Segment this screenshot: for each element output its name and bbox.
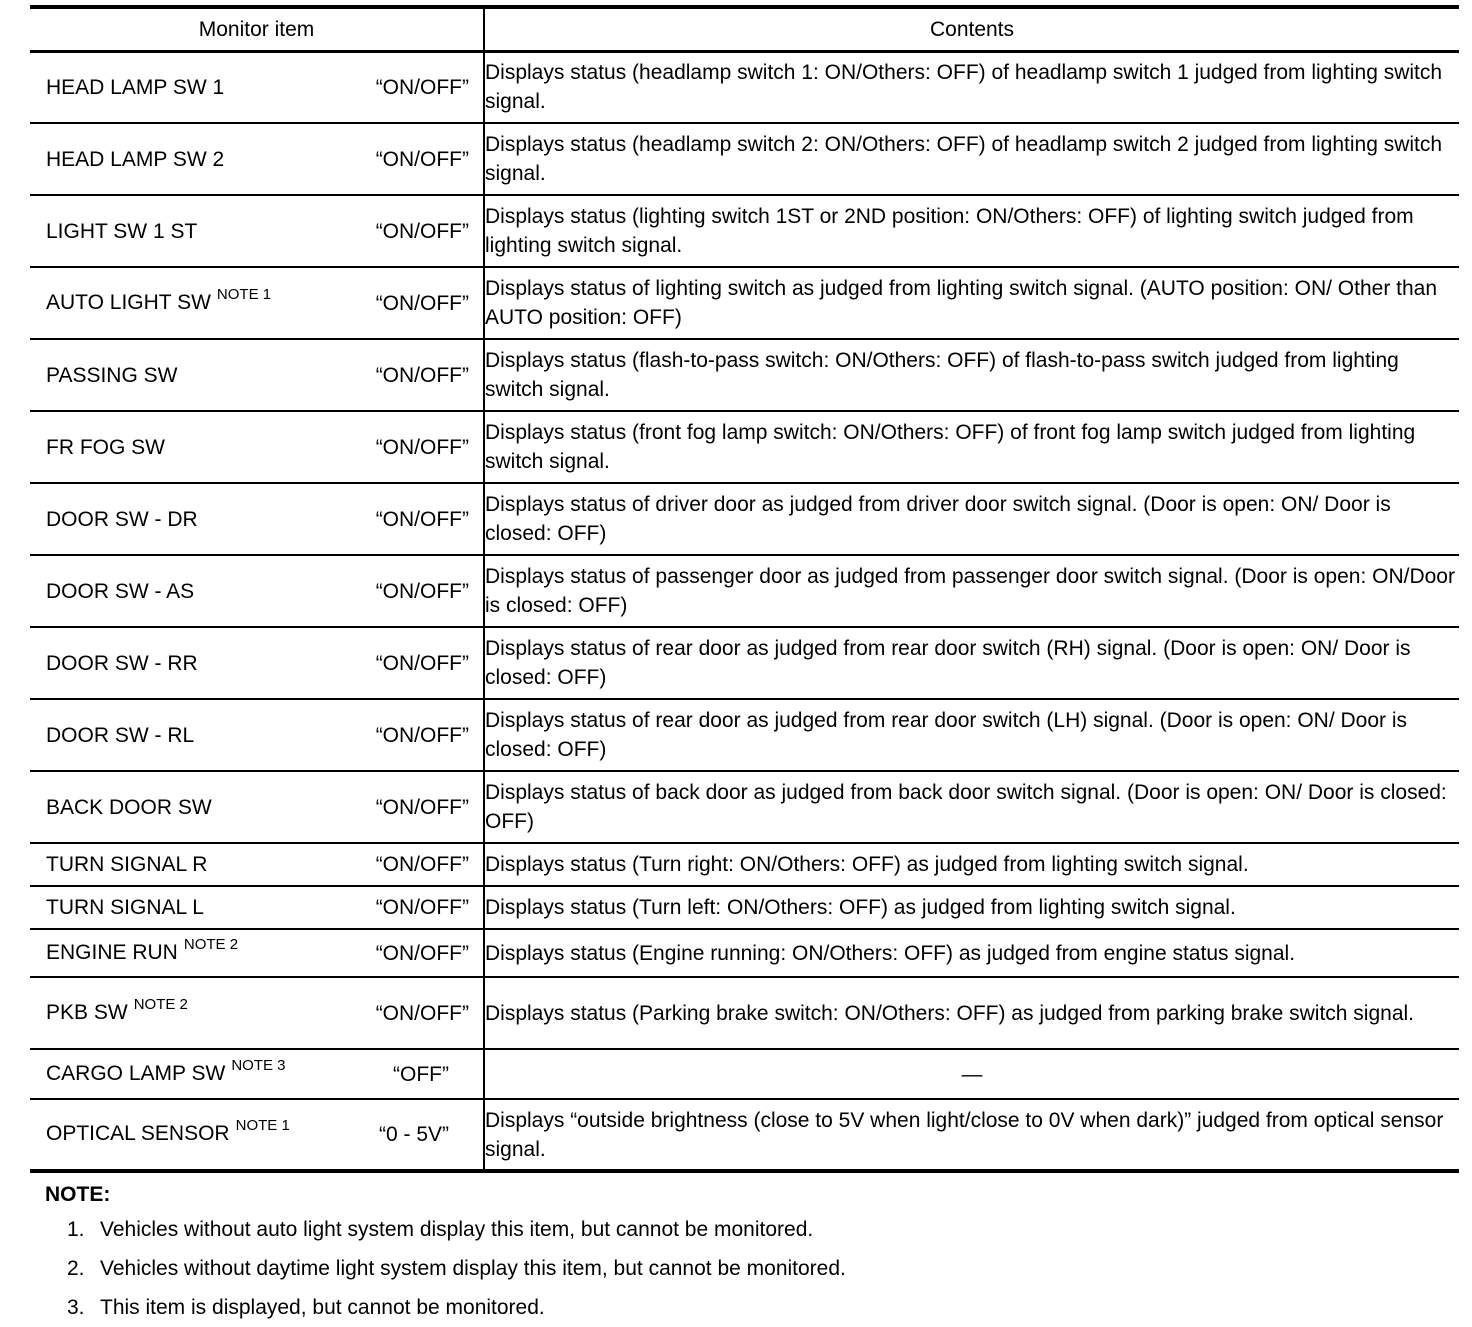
item-name-text: PASSING SW xyxy=(46,363,178,387)
table-row xyxy=(30,123,1459,195)
item-name-text: DOOR SW - RR xyxy=(46,651,198,675)
item-name xyxy=(46,1056,286,1090)
note-item xyxy=(67,1210,1459,1249)
contents-cell: Displays status (Turn right: ON/Others: OFF) as judged from lighting switch signal. xyxy=(484,843,1459,886)
item-name xyxy=(46,285,272,319)
contents-cell: Displays status (lighting switch 1ST or 2ND position: ON/Others: OFF) of lighting switch judged from lighting switch signal. xyxy=(484,195,1459,267)
table-row xyxy=(30,977,1459,1049)
table-row xyxy=(30,555,1459,627)
contents-cell: Displays status (Parking brake switch: ON/Others: OFF) as judged from parking brake switch signal. xyxy=(484,977,1459,1049)
note-number: 3. xyxy=(67,1296,85,1319)
table-row xyxy=(30,771,1459,843)
item-name xyxy=(46,217,197,246)
table-row xyxy=(30,1099,1459,1171)
item-value: “ON/OFF” xyxy=(375,435,469,459)
monitor-item-cell xyxy=(30,929,484,977)
monitor-item-cell xyxy=(30,1099,484,1171)
table-row xyxy=(30,267,1459,339)
item-name xyxy=(46,73,224,102)
table-header-row xyxy=(30,7,1459,51)
note-text: Vehicles without auto light system display this item, but cannot be monitored. xyxy=(100,1218,814,1241)
item-value: “ON/OFF” xyxy=(375,219,469,243)
contents-cell: Displays status of passenger door as judged from passenger door switch signal. (Door is open: ON/Door is closed: OFF) xyxy=(484,555,1459,627)
monitor-item-cell xyxy=(30,771,484,843)
monitor-item-cell xyxy=(30,977,484,1049)
notes-section xyxy=(30,1180,1459,1327)
header-contents: Contents xyxy=(484,7,1459,51)
note-ref: NOTE 2 xyxy=(183,935,239,953)
item-name-text: ENGINE RUN xyxy=(46,940,178,964)
note-number: 1. xyxy=(67,1218,85,1241)
note-number: 2. xyxy=(67,1257,85,1280)
item-name xyxy=(46,721,194,750)
monitor-item-cell xyxy=(30,195,484,267)
table-row xyxy=(30,1049,1459,1099)
item-value: “ON/OFF” xyxy=(375,147,469,171)
item-name xyxy=(46,1119,290,1150)
note-text: This item is displayed, but cannot be monitored. xyxy=(100,1296,545,1319)
item-name-text: FR FOG SW xyxy=(46,435,165,459)
note-item xyxy=(67,1288,1459,1327)
table-row xyxy=(30,483,1459,555)
item-value: “ON/OFF” xyxy=(375,941,469,965)
contents-cell: Displays status of lighting switch as judged from lighting switch signal. (AUTO position: ON/ Other than AUTO position: OFF) xyxy=(484,267,1459,339)
item-name-text: OPTICAL SENSOR xyxy=(46,1122,230,1145)
monitor-item-cell xyxy=(30,843,484,886)
monitor-item-cell xyxy=(30,123,484,195)
table-row xyxy=(30,886,1459,929)
item-name-text: PKB SW xyxy=(46,1000,128,1024)
item-value: “ON/OFF” xyxy=(375,507,469,531)
monitor-item-cell xyxy=(30,483,484,555)
item-value: “ON/OFF” xyxy=(375,723,469,747)
notes-title: NOTE: xyxy=(45,1183,111,1206)
note-item xyxy=(67,1249,1459,1288)
contents-cell: — xyxy=(484,1049,1459,1099)
monitor-item-cell xyxy=(30,51,484,123)
item-name-text: TURN SIGNAL L xyxy=(46,896,204,919)
contents-cell: Displays status (flash-to-pass switch: ON/Others: OFF) of flash-to-pass switch judged from lighting switch signal. xyxy=(484,339,1459,411)
contents-cell: Displays status (Engine running: ON/Others: OFF) as judged from engine status signal. xyxy=(484,929,1459,977)
item-name xyxy=(46,850,207,879)
table-row xyxy=(30,195,1459,267)
item-name xyxy=(46,361,177,390)
item-name-text: AUTO LIGHT SW xyxy=(46,290,211,314)
item-name xyxy=(46,793,212,822)
item-name-text: LIGHT SW 1 ST xyxy=(46,219,198,243)
monitor-item-cell xyxy=(30,886,484,929)
note-ref: NOTE 1 xyxy=(235,1117,290,1134)
contents-cell: Displays status (front fog lamp switch: ON/Others: OFF) of front fog lamp switch judged from lighting switch signal. xyxy=(484,411,1459,483)
monitor-item-cell xyxy=(30,411,484,483)
table-row xyxy=(30,339,1459,411)
item-value: “0 - 5V” xyxy=(378,1123,449,1146)
table-row xyxy=(30,843,1459,886)
contents-cell: Displays “outside brightness (close to 5V when light/close to 0V when dark)” judged from optical sensor signal. xyxy=(484,1099,1459,1171)
item-name xyxy=(46,995,188,1029)
item-value: “ON/OFF” xyxy=(375,579,469,603)
monitor-item-cell xyxy=(30,267,484,339)
note-text: Vehicles without daytime light system display this item, but cannot be monitored. xyxy=(100,1257,846,1280)
item-name xyxy=(46,145,224,174)
note-ref: NOTE 1 xyxy=(216,285,272,303)
item-value: “ON/OFF” xyxy=(375,896,469,919)
item-name-text: BACK DOOR SW xyxy=(46,795,212,819)
item-name xyxy=(46,649,198,678)
item-name xyxy=(46,433,165,462)
note-ref: NOTE 2 xyxy=(133,995,188,1013)
header-monitor-item: Monitor item xyxy=(30,7,484,51)
item-value: “ON/OFF” xyxy=(375,75,469,99)
contents-cell: Displays status (Turn left: ON/Others: OFF) as judged from lighting switch signal. xyxy=(484,886,1459,929)
item-name xyxy=(46,505,198,534)
table-row xyxy=(30,411,1459,483)
monitor-item-cell xyxy=(30,627,484,699)
monitor-item-cell xyxy=(30,339,484,411)
note-ref: NOTE 3 xyxy=(231,1056,286,1074)
item-name-text: CARGO LAMP SW xyxy=(46,1061,226,1085)
notes-list xyxy=(30,1210,1459,1327)
contents-cell: Displays status (headlamp switch 1: ON/Others: OFF) of headlamp switch 1 judged from lighting switch signal. xyxy=(484,51,1459,123)
table-row xyxy=(30,929,1459,977)
item-value: “ON/OFF” xyxy=(375,853,469,876)
item-value: “ON/OFF” xyxy=(375,291,469,315)
item-name xyxy=(46,935,239,969)
item-value: “OFF” xyxy=(393,1062,449,1086)
contents-cell: Displays status of driver door as judged from driver door switch signal. (Door is open: ON/ Door is closed: OFF) xyxy=(484,483,1459,555)
table-row xyxy=(30,627,1459,699)
item-value: “ON/OFF” xyxy=(375,651,469,675)
item-name-text: DOOR SW - RL xyxy=(46,723,195,747)
monitor-item-cell xyxy=(30,1049,484,1099)
contents-cell: Displays status of back door as judged from back door switch signal. (Door is open: ON/ Door is closed: OFF) xyxy=(484,771,1459,843)
item-name xyxy=(46,577,194,606)
item-value: “ON/OFF” xyxy=(375,795,469,819)
monitor-item-cell xyxy=(30,555,484,627)
item-name-text: TURN SIGNAL R xyxy=(46,853,208,876)
monitor-table xyxy=(30,5,1459,1173)
item-value: “ON/OFF” xyxy=(375,363,469,387)
document xyxy=(30,5,1459,1327)
contents-cell: Displays status of rear door as judged from rear door switch (LH) signal. (Door is open: ON/ Door is closed: OFF) xyxy=(484,699,1459,771)
table-row xyxy=(30,699,1459,771)
monitor-item-cell xyxy=(30,699,484,771)
item-name-text: DOOR SW - DR xyxy=(46,507,198,531)
item-value: “ON/OFF” xyxy=(375,1001,469,1025)
item-name xyxy=(46,893,204,922)
contents-cell: Displays status (headlamp switch 2: ON/Others: OFF) of headlamp switch 2 judged from lighting switch signal. xyxy=(484,123,1459,195)
item-name-text: DOOR SW - AS xyxy=(46,579,195,603)
item-name-text: HEAD LAMP SW 1 xyxy=(46,75,225,99)
item-name-text: HEAD LAMP SW 2 xyxy=(46,147,225,171)
contents-cell: Displays status of rear door as judged from rear door switch (RH) signal. (Door is open: ON/ Door is closed: OFF) xyxy=(484,627,1459,699)
table-row xyxy=(30,51,1459,123)
